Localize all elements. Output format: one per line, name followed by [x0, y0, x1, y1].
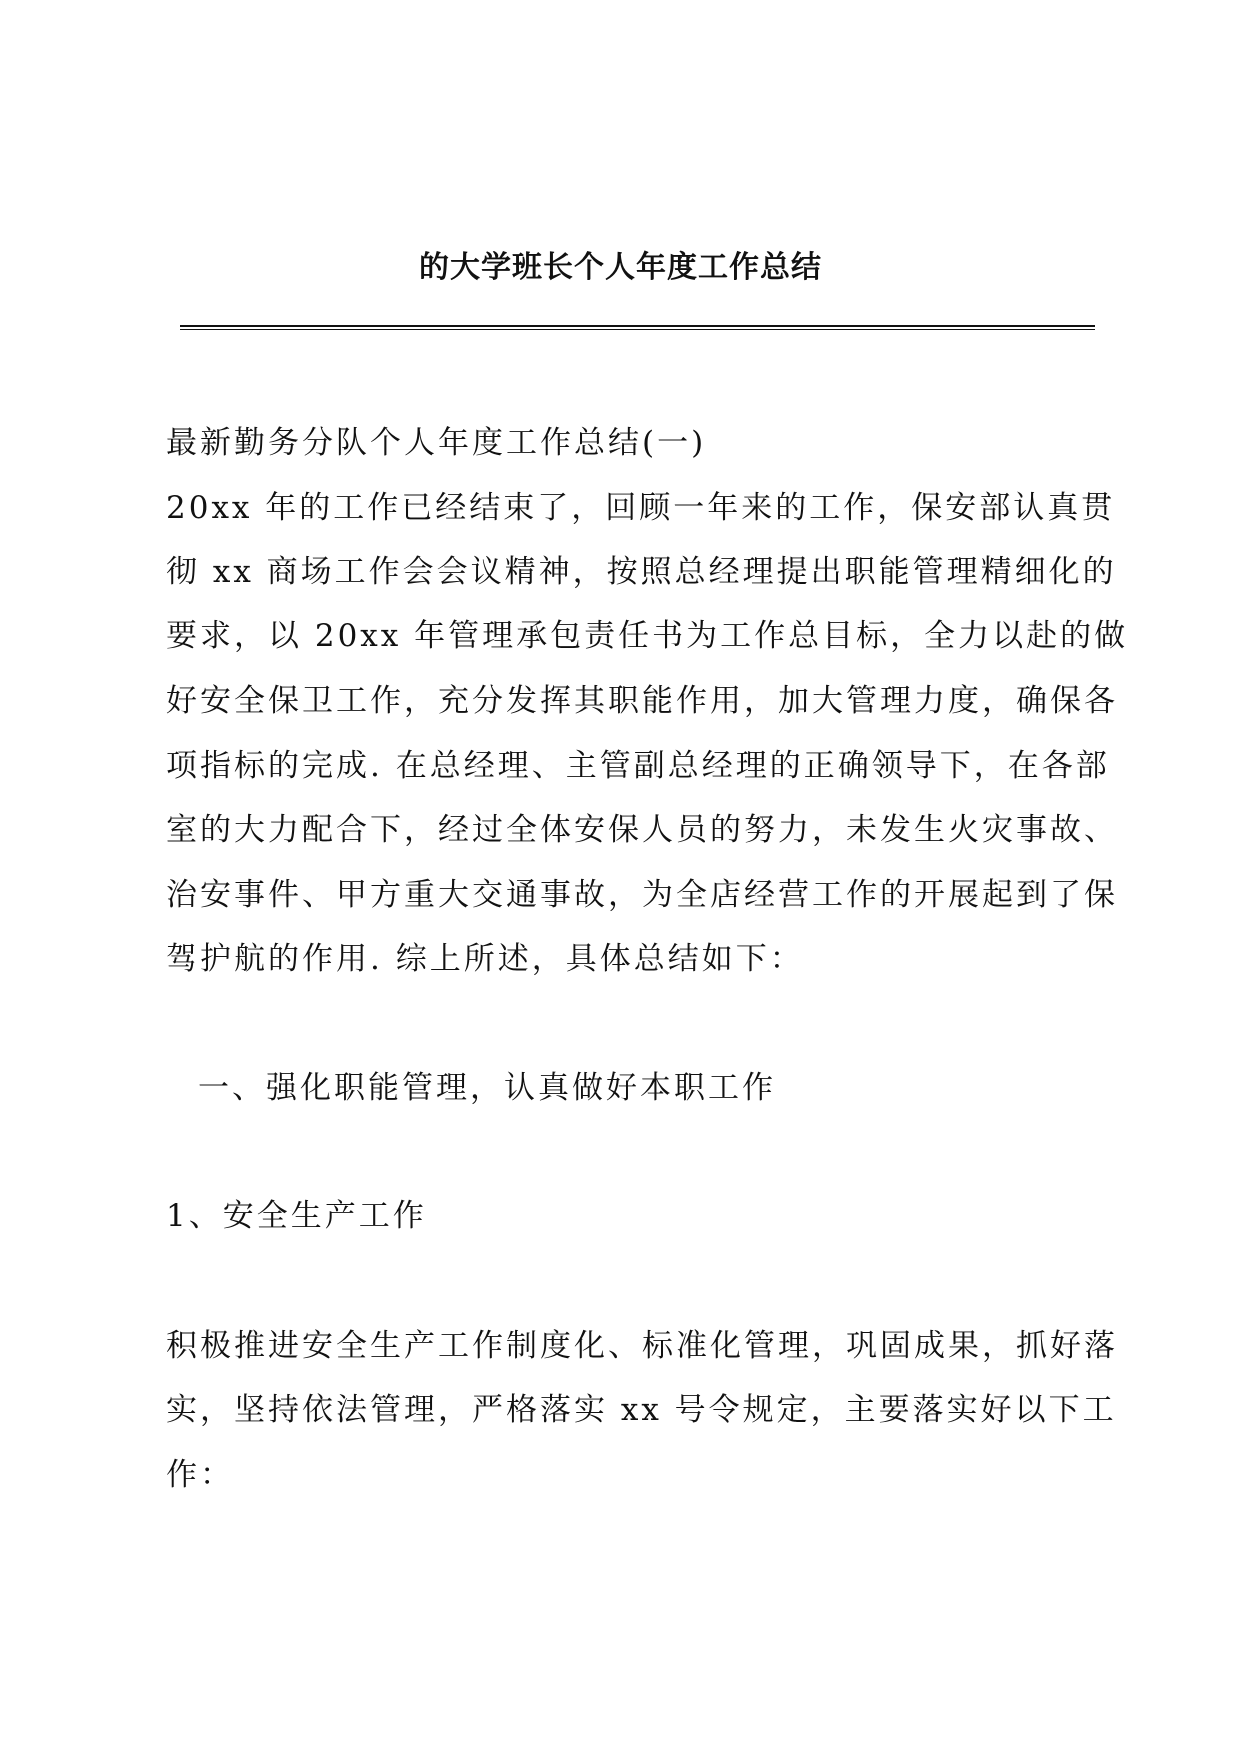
intro-line: 好安全保卫工作，充分发挥其职能作用，加大管理力度，确保各 [166, 683, 1118, 719]
subsection-heading: 1、安全生产工作 [166, 1198, 427, 1234]
intro-line: 治安事件、甲方重大交通事故，为全店经营工作的开展起到了保 [166, 877, 1118, 913]
section-heading: 一、强化职能管理，认真做好本职工作 [198, 1070, 776, 1106]
intro-line: 驾护航的作用. 综上所述，具体总结如下： [166, 941, 804, 977]
body-line: 积极推进安全生产工作制度化、标准化管理，巩固成果，抓好落 [166, 1328, 1118, 1364]
intro-line: 彻 xx 商场工作会会议精神，按照总经理提出职能管理精细化的 [166, 554, 1117, 590]
intro-line: 要求，以 20xx 年管理承包责任书为工作总目标，全力以赴的做 [166, 618, 1129, 654]
subtitle: 最新勤务分队个人年度工作总结(一) [166, 425, 707, 461]
intro-line: 项指标的完成. 在总经理、主管副总经理的正确领导下，在各部 [166, 748, 1110, 784]
body-line: 实，坚持依法管理，严格落实 xx 号令规定，主要落实好以下工 [166, 1392, 1117, 1428]
title-divider [180, 325, 1095, 330]
page-title: 的大学班长个人年度工作总结 [419, 250, 822, 285]
body-line: 作： [166, 1457, 234, 1493]
intro-line: 20xx 年的工作已经结束了，回顾一年来的工作，保安部认真贯 [166, 490, 1116, 526]
intro-line: 室的大力配合下，经过全体安保人员的努力，未发生火灾事故、 [166, 812, 1118, 848]
